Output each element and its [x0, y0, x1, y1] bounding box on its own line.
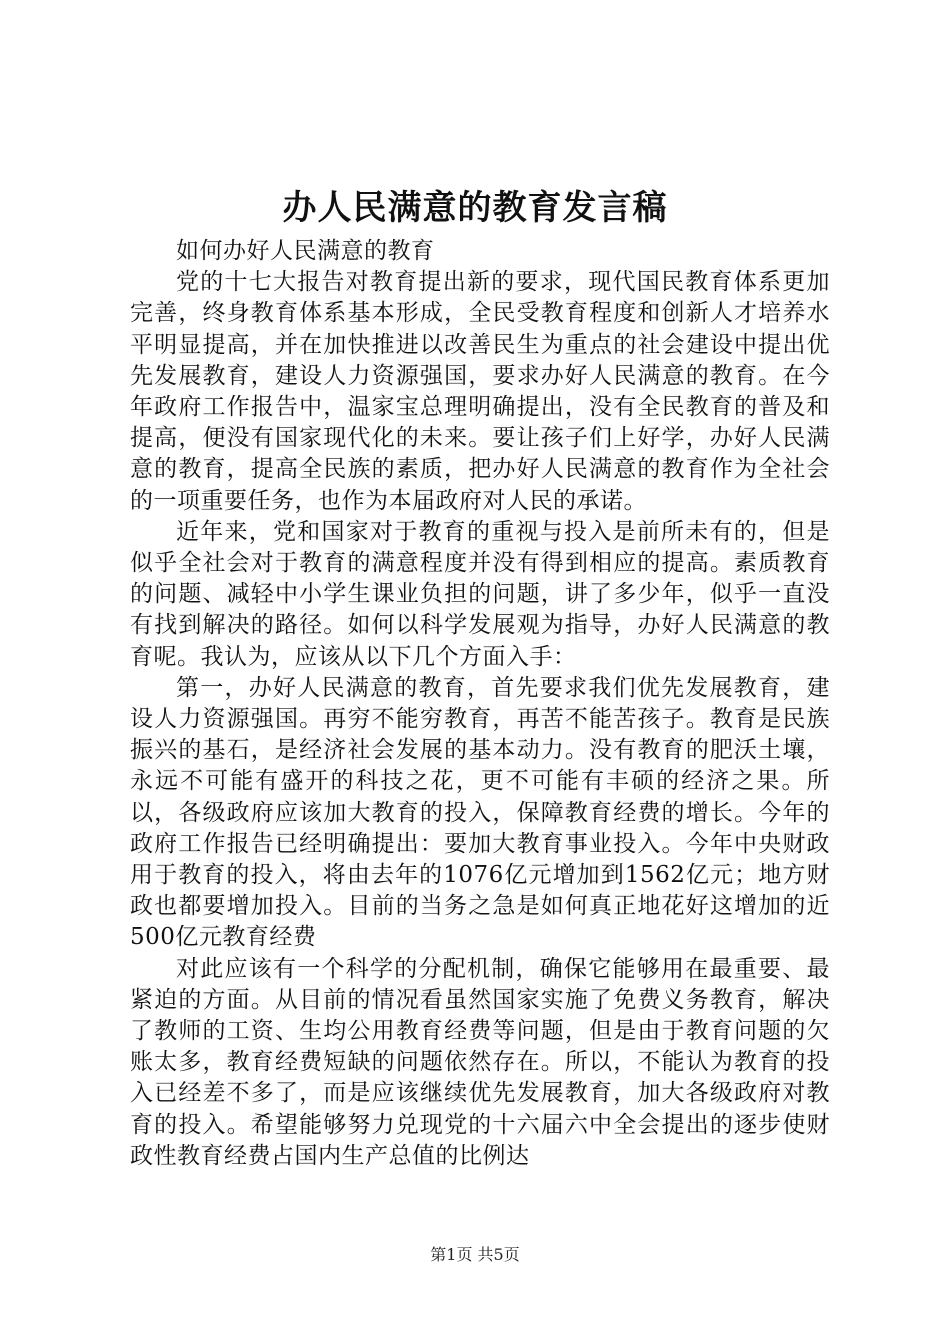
paragraph-heading: 如何办好人民满意的教育	[176, 238, 435, 264]
paragraph: 党的十七大报告对教育提出新的要求，现代国民教育体系更加完善，终身教育体系基本形成，全民受教育程度和创新人才培养水平明显提高，并在加快推进以改善民生为重点的社会建设中提出优先发展教育，建设人力资源强国，要求办好人民满意的教育。在今年政府工作报告中，温家宝总理明确提出，没有全民教育的普及和提高，便没有国家现代化的未来。要让孩子们上好学，办好人民满意的教育，提高全民族的素质，把办好人民满意的教育作为全社会的一项重要任务，也作为本届政府对人民的承诺。	[130, 269, 830, 514]
paragraph: 第一，办好人民满意的教育，首先要求我们优先发展教育，建设人力资源强国。再穷不能穷教育，再苦不能苦孩子。教育是民族振兴的基石，是经济社会发展的基本动力。没有教育的肥沃土壤，永远不可能有盛开的科技之花，更不可能有丰硕的经济之果。所以，各级政府应该加大教育的投入，保障教育经费的增长。今年的政府工作报告已经明确提出：要加大教育事业投入。今年中央财政用于教育的投入，将由去年的1076亿元增加到1562亿元；地方财政也都要增加投入。目前的当务之急是如何真正地花好这增加的近500亿元教育经费	[130, 674, 830, 951]
paragraph: 对此应该有一个科学的分配机制，确保它能够用在最重要、最紧迫的方面。从目前的情况看虽然国家实施了免费义务教育，解决了教师的工资、生均公用教育经费等问题，但是由于教育问题的欠账太多，教育经费短缺的问题依然存在。所以，不能认为教育的投入已经差不多了，而是应该继续优先发展教育，加大各级政府对教育的投入。希望能够努力兑现党的十六届六中全会提出的逐步使财政性教育经费占国内生产总值的比例达	[130, 955, 830, 1169]
document-title: 办人民满意的教育发言稿	[282, 188, 668, 228]
page-footer: 第1页 共5页	[430, 1245, 520, 1264]
paragraph: 近年来，党和国家对于教育的重视与投入是前所未有的，但是似乎全社会对于教育的满意程度并没有得到相应的提高。素质教育的问题、减轻中小学生课业负担的问题，讲了多少年，似乎一直没有找到解决的路径。如何以科学发展观为指导，办好人民满意的教育呢。我认为，应该从以下几个方面入手：	[130, 518, 830, 670]
document-body	[130, 236, 830, 1172]
